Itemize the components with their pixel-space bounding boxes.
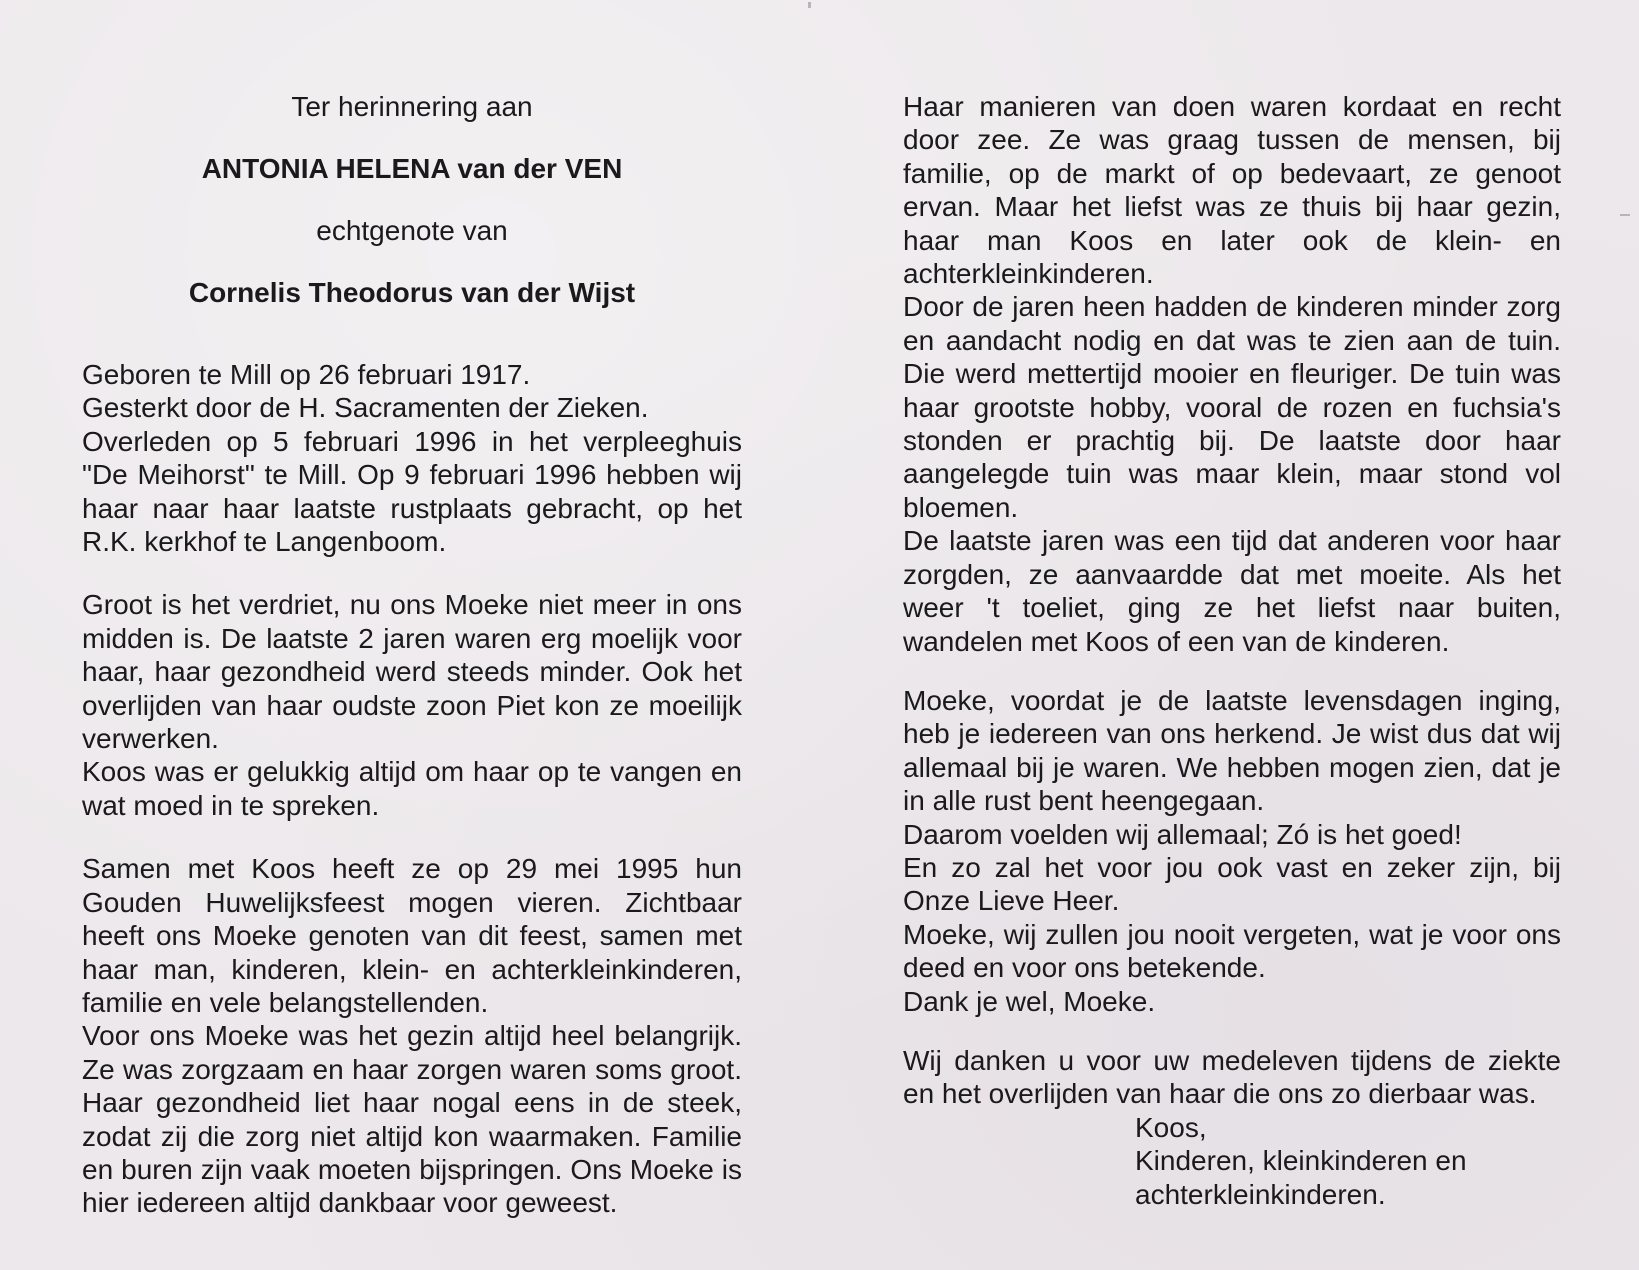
- left-column: [82, 90, 742, 1220]
- facts-block: [82, 358, 742, 558]
- relation-text: echtgenote van: [316, 215, 508, 246]
- right-paragraph-1: Haar manieren van doen waren kordaat en recht door zee. Ze was graag tussen de mensen, bij familie, op de markt of op bedevaart, ze genoot ervan. Maar het liefst was ze thuis bij haar gezin, haar man Koos en later ook de klein- en achterkleinkinderen.: [903, 91, 1561, 290]
- left-paragraph-2: Koos was er gelukkig altijd om haar op te vangen en wat moed in te spreken.: [82, 756, 742, 821]
- right-paragraph-8: Dank je wel, Moeke.: [903, 985, 1156, 1017]
- edge-mark-right: [1620, 214, 1630, 216]
- right-paragraph-7: Moeke, wij zullen jou nooit vergeten, wat je voor ons deed en voor ons betekende.: [903, 918, 1561, 984]
- signature-line-3: achterkleinkinderen.: [1135, 1178, 1386, 1210]
- sacrament-fact: Gesterkt door de H. Sacramenten der Zieken.: [82, 392, 649, 424]
- signature-line-1: Koos,: [1135, 1111, 1207, 1143]
- spouse-name: Cornelis Theodorus van der Wijst: [188, 277, 636, 308]
- signature-line-2: Kinderen, kleinkinderen en: [1135, 1145, 1467, 1177]
- intro-text: Ter herinnering aan: [291, 91, 533, 122]
- left-paragraph-4: Voor ons Moeke was het gezin altijd heel belangrijk. Ze was zorgzaam en haar zorgen waren soms groot. Haar gezondheid liet haar nogal eens in de steek, zodat zij die zorg niet altijd kon waarmaken. Familie en buren zijn vaak moeten bijspringen. Ons Moeke is hier iedereen altijd dankbaar voor geweest.: [82, 1020, 742, 1219]
- right-paragraph-2: Door de jaren heen hadden de kinderen minder zorg en aandacht nodig en dat was te zien aan de tuin. Die werd mettertijd mooier en fleuriger. De tuin was haar grootste hobby, vooral de rozen en fuchsia's stonden er prachtig bij. De laatste door haar aangelegde tuin was maar klein, maar stond vol bloemen.: [903, 291, 1561, 523]
- thanks-text: Wij danken u voor uw medeleven tijdens de ziekte en het overlijden van haar die ons zo dierbaar was.: [903, 1044, 1561, 1110]
- right-paragraph-4: Moeke, voordat je de laatste levensdagen inging, heb je iedereen van ons herkend. Je wist dus dat wij allemaal bij je waren. We hebben mogen zien, dat je in alle rust bent heengegaan.: [903, 684, 1561, 817]
- right-column: [903, 90, 1561, 1211]
- birth-fact: Geboren te Mill op 26 februari 1917.: [82, 359, 531, 390]
- right-paragraph-5: Daarom voelden wij allemaal; Zó is het goed!: [903, 818, 1462, 850]
- right-paragraph-3: De laatste jaren was een tijd dat anderen voor haar zorgden, ze aanvaardde dat met moeite. Als het weer 't toeliet, ging ze het liefst naar buiten, wandelen met Koos of een van de kinderen.: [903, 525, 1561, 657]
- deceased-name: ANTONIA HELENA van der VEN: [201, 153, 623, 184]
- signature-block: [1135, 1111, 1561, 1211]
- right-paragraph-6: En zo zal het voor jou ook vast en zeker zijn, bij Onze Lieve Heer.: [903, 851, 1561, 917]
- death-fact: Overleden op 5 februari 1996 in het verpleeghuis "De Meihorst" te Mill. Op 9 februari 1996 hebben wij haar naar haar laatste rustplaats gebracht, op het R.K. kerkhof te Langenboom.: [82, 425, 742, 558]
- left-paragraph-3: Samen met Koos heeft ze op 29 mei 1995 hun Gouden Huwelijksfeest mogen vieren. Zichtbaar heeft ons Moeke genoten van dit feest, samen met haar man, kinderen, klein- en achterkleinkinderen, familie en vele belangstellenden.: [82, 853, 742, 1018]
- left-paragraph-1: Groot is het verdriet, nu ons Moeke niet meer in ons midden is. De laatste 2 jaren waren erg moelijk voor haar, haar gezondheid werd steeds minder. Ook het overlijden van haar oudste zoon Piet kon ze moeilijk verwerken.: [82, 589, 742, 755]
- fold-mark-top: [808, 2, 811, 8]
